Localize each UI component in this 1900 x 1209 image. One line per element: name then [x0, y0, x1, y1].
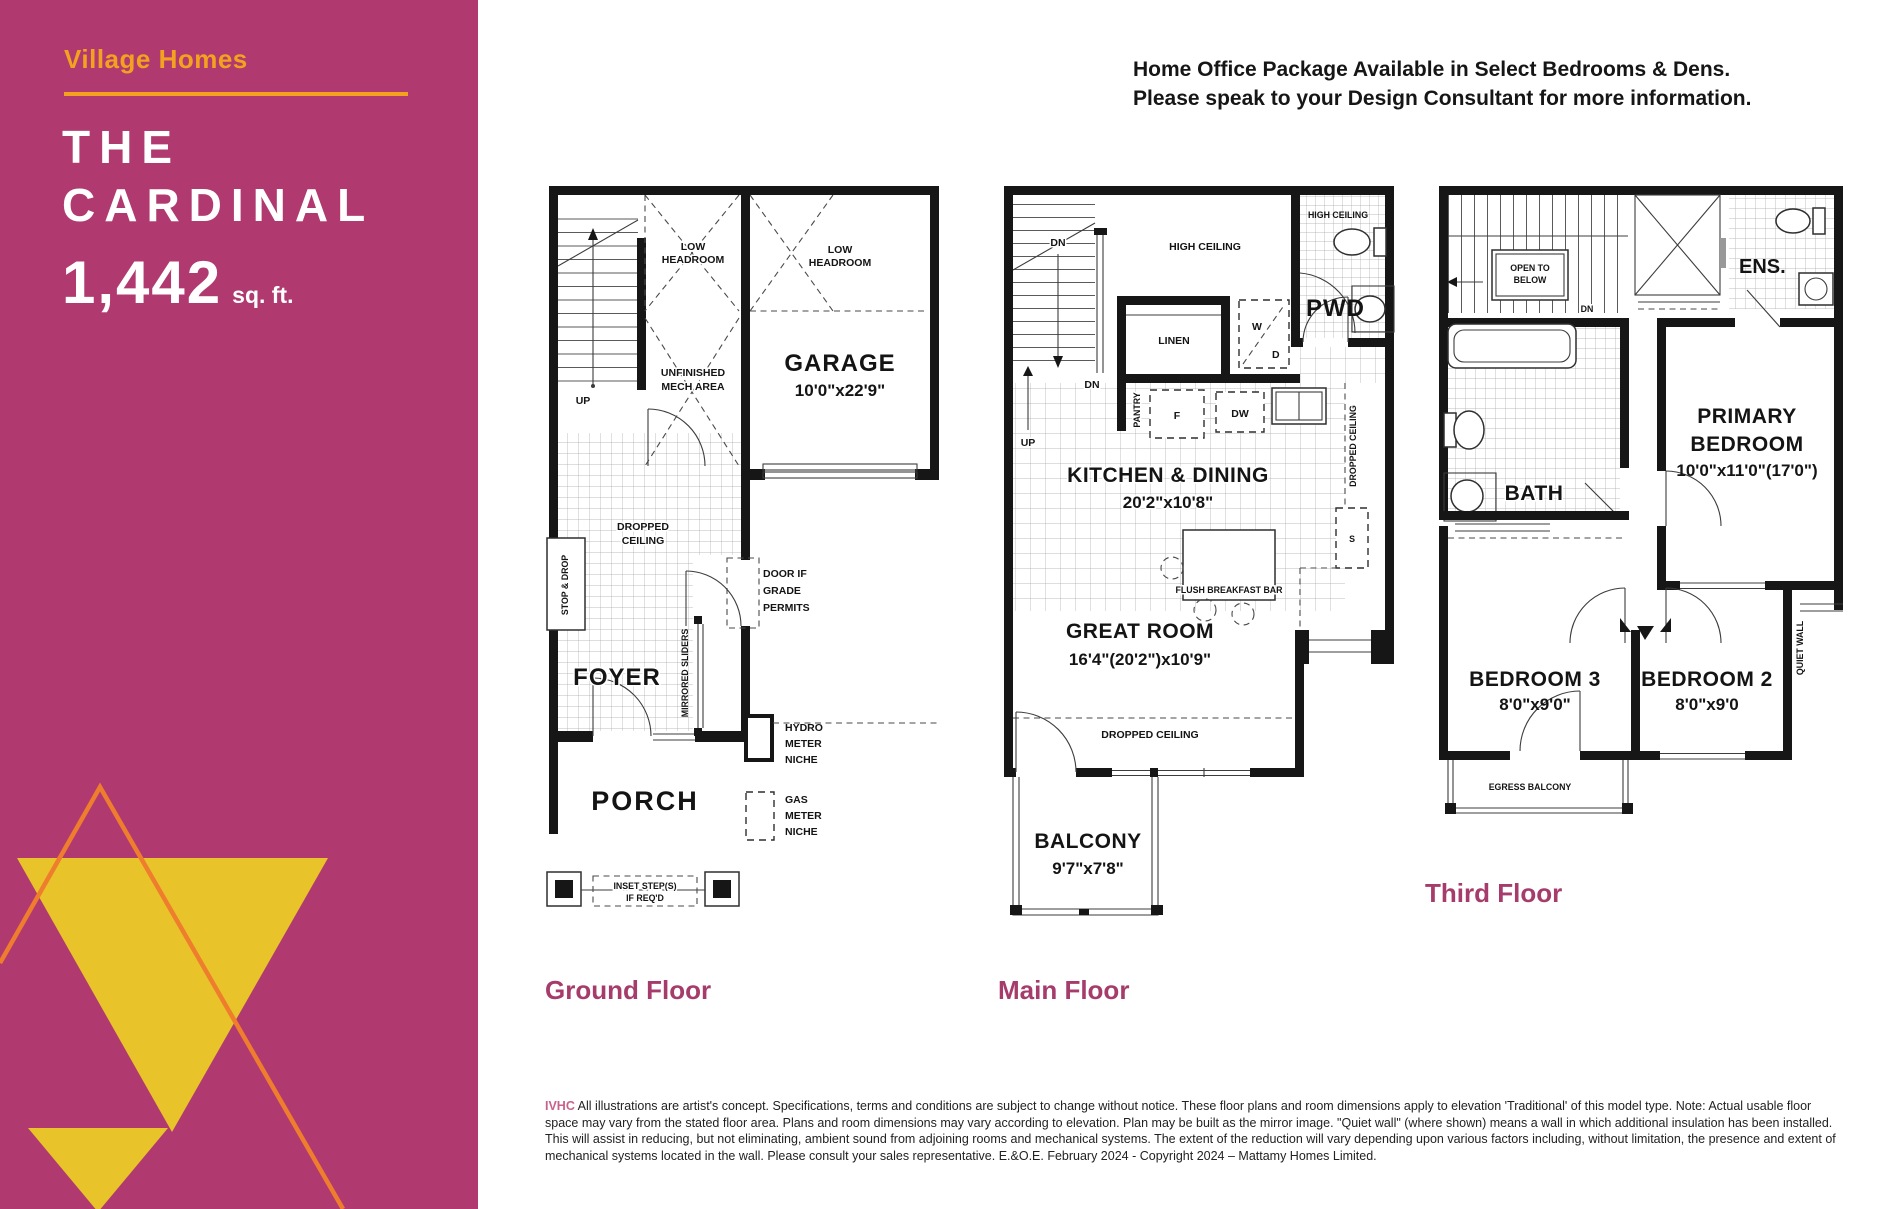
label-porch: PORCH: [591, 786, 699, 816]
label-bedroom2-dim: 8'0"x9'0: [1675, 695, 1739, 714]
label-dropped-ceiling-right: DROPPED CEILING: [1348, 405, 1358, 487]
label-stop-drop: STOP & DROP: [560, 554, 570, 616]
caption-third-floor: Third Floor: [1425, 878, 1563, 908]
label-gas3: NICHE: [785, 826, 818, 838]
label-unfinished: UNFINISHED: [660, 367, 726, 379]
label-balcony-dim: 9'7"x7'8": [1052, 859, 1124, 878]
label-dropped: DROPPED: [617, 521, 669, 533]
label-inset2: IF REQ'D: [626, 893, 664, 903]
label-egress-balcony: EGRESS BALCONY: [1488, 782, 1572, 792]
label-up: UP: [575, 395, 591, 407]
label-dryer: D: [1272, 349, 1280, 361]
label-great-room-dim: 16'4"(20'2")x10'9": [1068, 650, 1212, 669]
label-door-grade3: PERMITS: [763, 602, 810, 614]
sidebar: [0, 0, 478, 1209]
label-kitchen-dim: 20'2"x10'8": [1122, 493, 1214, 512]
third-floor-structure: [1439, 186, 1843, 814]
label-quiet-wall: QUIET WALL: [1795, 620, 1805, 676]
label-fridge: F: [1173, 410, 1181, 422]
label-kitchen: KITCHEN & DINING: [1067, 464, 1269, 487]
third-floor-plan: [1435, 178, 1855, 828]
ground-floor-plan: [545, 178, 945, 908]
label-low-headroom-garage2: HEADROOM: [808, 257, 872, 269]
area-unit: sq. ft.: [232, 282, 294, 308]
label-linen: LINEN: [1158, 335, 1190, 347]
label-washer: W: [1252, 321, 1262, 333]
label-hydro: HYDRO: [785, 722, 823, 734]
label-ens: ENS.: [1739, 256, 1786, 278]
label-inset: INSET STEP(S): [613, 881, 677, 891]
label-low-headroom-stairs2: HEADROOM: [661, 254, 725, 266]
legal-disclaimer: [545, 1098, 1845, 1164]
label-dropped-ceiling-bottom: DROPPED CEILING: [1101, 729, 1199, 741]
label-hydro3: NICHE: [785, 754, 818, 766]
brand-underline: [64, 92, 408, 96]
label-bedroom2: BEDROOM 2: [1641, 668, 1773, 691]
label-door-grade: DOOR IF: [763, 568, 807, 580]
label-garage: GARAGE: [784, 350, 896, 377]
model-title-line2: CARDINAL: [62, 179, 375, 231]
label-bedroom3-dim: 8'0"x9'0": [1499, 695, 1571, 714]
label-balcony: BALCONY: [1034, 830, 1142, 853]
label-s: S: [1349, 534, 1355, 544]
label-door-grade2: GRADE: [763, 585, 801, 597]
label-gas: GAS: [785, 794, 808, 806]
brand-code: IVHC: [545, 1099, 575, 1113]
label-dn-mid: DN: [1084, 379, 1100, 391]
triangle-art-icon: [0, 750, 478, 1209]
label-dishwasher: DW: [1231, 408, 1249, 420]
disclaimer-text: All illustrations are artist's concept. Specifications, terms and conditions are subject to change without notice. These floor plans and room dimensions apply to elevation 'Traditional' of this model type. Note: Actual usable floor space may vary from the stated floor area. Plans and room dimensions may vary according to elevation. Plan may be built as the mirror image. "Quiet wall" (where shown) means a wall in which additional insulation has been installed. This will assist in reducing, but not eliminating, ambient sound from adjoining rooms and mechanical systems. The extent of the reduction will vary depending upon various factors including, without limitation, the presence and extent of mechanical systems located in the wall. Please consult your sales representative. E.&O.E. February 2024 - Copyright 2024 – Mattamy Homes Limited.: [545, 1099, 1836, 1163]
label-pantry: PANTRY: [1132, 392, 1142, 428]
notice-line2: Please speak to your Design Consultant for more information.: [1133, 87, 1752, 110]
label-low-headroom-garage: LOW: [827, 244, 853, 256]
label-dn: DN: [1580, 304, 1594, 314]
label-flush-bar: FLUSH BREAKFAST BAR: [1175, 585, 1283, 595]
brand-name: Village Homes: [64, 44, 248, 74]
label-bedroom3: BEDROOM 3: [1469, 668, 1601, 691]
label-low-headroom-stairs: LOW: [680, 241, 706, 253]
main-floor-plan: [1000, 178, 1420, 938]
label-open-below2: BELOW: [1513, 275, 1547, 285]
label-primary: PRIMARY: [1697, 405, 1797, 428]
label-garage-dim: 10'0"x22'9": [794, 381, 886, 400]
caption-ground-floor: Ground Floor: [545, 975, 712, 1005]
label-primary2: BEDROOM: [1690, 433, 1804, 456]
label-foyer: FOYER: [573, 664, 661, 691]
home-office-notice: [1133, 55, 1751, 113]
label-mirrored-sliders: MIRRORED SLIDERS: [680, 628, 690, 718]
label-high-ceiling-pwd: HIGH CEILING: [1307, 210, 1369, 220]
label-great-room: GREAT ROOM: [1065, 620, 1215, 643]
label-bath: BATH: [1504, 482, 1564, 505]
area-line: [62, 248, 294, 317]
label-high-ceiling: HIGH CEILING: [1169, 241, 1241, 253]
label-hydro2: METER: [785, 738, 822, 750]
label-open-below: OPEN TO: [1510, 263, 1550, 273]
label-pwd: PWD: [1306, 295, 1365, 322]
area-value: 1,442: [62, 249, 223, 316]
label-gas2: METER: [785, 810, 822, 822]
label-dropped2: CEILING: [621, 535, 665, 547]
label-up: UP: [1020, 437, 1036, 449]
label-primary-dim: 10'0"x11'0"(17'0"): [1676, 461, 1818, 480]
label-dn-top: DN: [1050, 237, 1066, 249]
model-title: [62, 118, 374, 234]
model-title-line1: THE: [62, 121, 181, 173]
caption-main-floor: Main Floor: [998, 975, 1130, 1005]
notice-line1: Home Office Package Available in Select Bedrooms & Dens.: [1133, 58, 1731, 81]
label-unfinished2: MECH AREA: [661, 381, 725, 393]
